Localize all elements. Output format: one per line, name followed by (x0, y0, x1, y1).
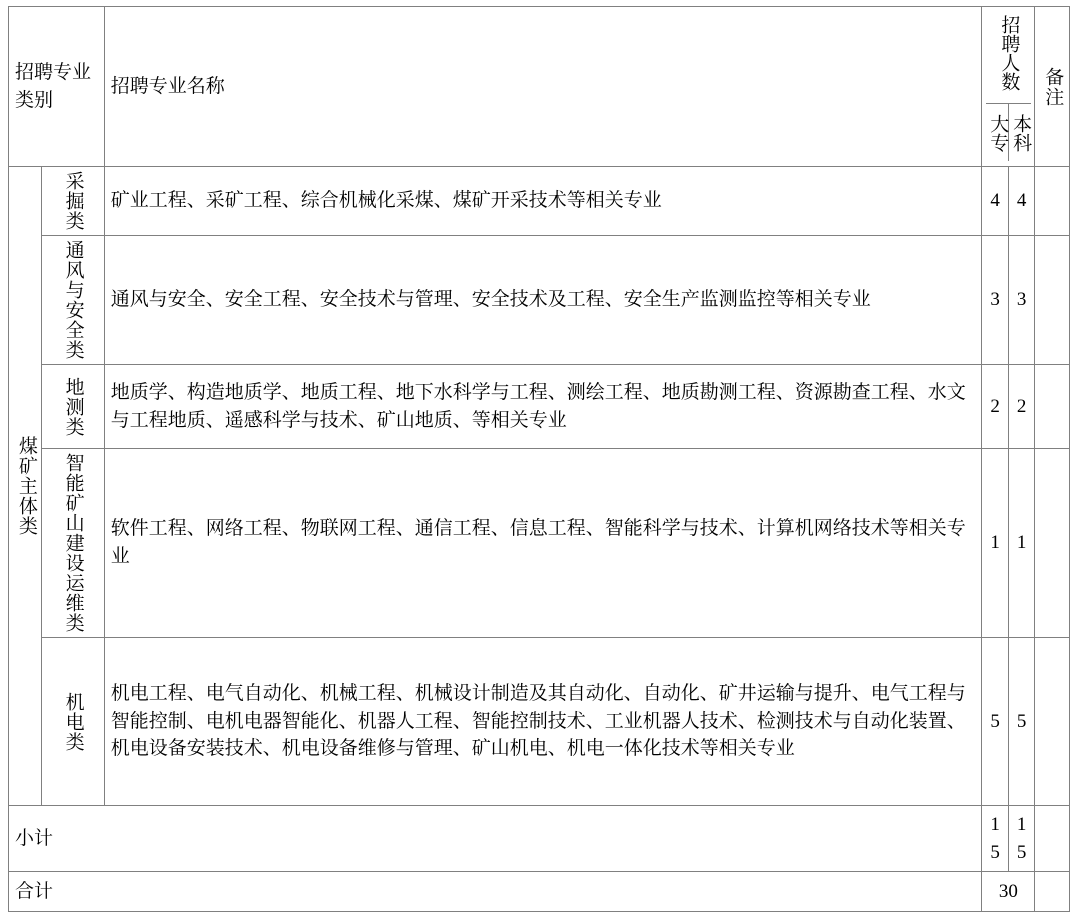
main-category-label: 煤矿主体类 (15, 436, 37, 536)
total-label-cell (9, 872, 982, 912)
header-category-label: 招聘专业类别 (15, 61, 92, 111)
major-list-cell (104, 449, 982, 638)
note-cell (1035, 236, 1070, 365)
header-note (1035, 7, 1070, 167)
count-college-cell: 3 (982, 236, 1008, 365)
table-header-row (9, 7, 1070, 167)
major-list-text: 机电工程、电气自动化、机械工程、机械设计制造及其自动化、自动化、矿井运输与提升、电气工程与智能控制、电机电器智能化、机器人工程、智能控制技术、工业机器人技术、检测技术与自动化装置、机电设备安装技术、机电设备维修与管理、矿山机电、机电一体化技术等相关专业 (110, 683, 966, 760)
note-cell (1035, 365, 1070, 449)
subtotal-note-cell (1035, 806, 1070, 872)
count-college-cell: 1 (982, 449, 1008, 638)
table-row (9, 365, 1070, 449)
count-bachelor-cell: 5 (1008, 638, 1034, 806)
major-list-text: 矿业工程、采矿工程、综合机械化采煤、煤矿开采技术等相关专业 (110, 190, 662, 212)
subtotal-bachelor-cell: 15 (1008, 806, 1034, 872)
subtotal-label: 小计 (15, 827, 54, 849)
sub-category-cell (41, 638, 104, 806)
major-list-cell (104, 365, 982, 449)
header-count-college-label: 大专 (987, 113, 1009, 152)
major-list-text: 通风与安全、安全工程、安全技术与管理、安全技术及工程、安全生产监测监控等相关专业 (110, 289, 871, 311)
subtotal-college-cell: 15 (982, 806, 1008, 872)
sub-category-cell (41, 449, 104, 638)
table-row (9, 449, 1070, 638)
note-cell (1035, 449, 1070, 638)
total-note-cell (1035, 872, 1070, 912)
sub-category-label: 地测类 (62, 376, 84, 437)
main-category-cell (9, 167, 42, 806)
table-row (9, 167, 1070, 236)
count-college-cell: 5 (982, 638, 1008, 806)
major-list-cell (104, 236, 982, 365)
major-list-cell (104, 638, 982, 806)
subtotal-row (9, 806, 1070, 872)
note-cell (1035, 638, 1070, 806)
count-college-cell: 2 (982, 365, 1008, 449)
count-bachelor-cell: 3 (1008, 236, 1034, 365)
sub-category-label: 机电类 (62, 691, 84, 752)
count-bachelor-cell: 2 (1008, 365, 1034, 449)
subtotal-label-cell (9, 806, 982, 872)
header-major-name (104, 7, 982, 167)
total-row (9, 872, 1070, 912)
sub-category-label: 采掘类 (62, 171, 84, 231)
header-major-name-label: 招聘专业名称 (110, 75, 225, 97)
header-category (9, 7, 105, 167)
sub-category-cell (41, 167, 104, 236)
table-row (9, 638, 1070, 806)
sub-category-label: 智能矿山建设运维类 (62, 453, 84, 633)
count-bachelor-cell: 4 (1008, 167, 1034, 236)
sub-category-label: 通风与安全类 (62, 240, 84, 360)
table-row (9, 236, 1070, 365)
count-college-cell: 4 (982, 167, 1008, 236)
major-list-cell (104, 167, 982, 236)
header-count-group (982, 7, 1035, 167)
sub-category-cell (41, 365, 104, 449)
total-label: 合计 (15, 880, 54, 902)
header-note-label: 备注 (1042, 66, 1064, 107)
major-list-text: 软件工程、网络工程、物联网工程、通信工程、信息工程、智能科学与技术、计算机网络技术等相关专业 (110, 518, 966, 567)
note-cell (1035, 167, 1070, 236)
total-value-cell: 30 (982, 872, 1035, 912)
header-count-group-label: 招聘人数 (998, 15, 1020, 91)
count-bachelor-cell: 1 (1008, 449, 1034, 638)
header-count-bachelor-label: 本科 (1010, 113, 1032, 152)
recruitment-table (8, 6, 1070, 912)
major-list-text: 地质学、构造地质学、地质工程、地下水科学与工程、测绘工程、地质勘测工程、资源勘查工程、水文与工程地质、遥感科学与技术、矿山地质、等相关专业 (110, 381, 966, 431)
sub-category-cell (41, 236, 104, 365)
